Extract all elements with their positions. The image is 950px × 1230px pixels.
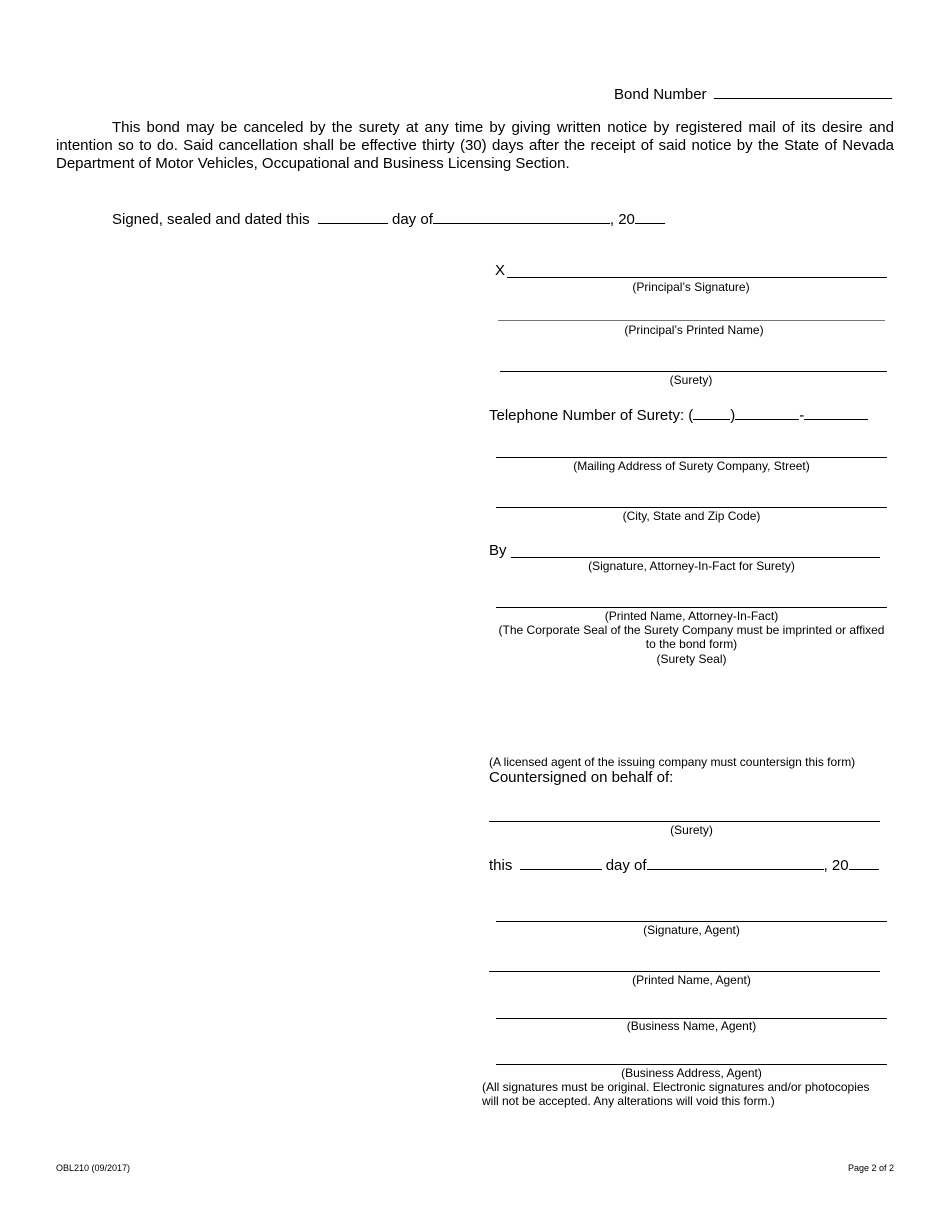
bond-number-field	[614, 84, 892, 104]
telephone-dash: -	[799, 407, 805, 424]
telephone-prefix-blank[interactable]	[735, 405, 799, 420]
countersign-day-of: day of	[605, 857, 647, 874]
agent-business-address-line[interactable]	[496, 1064, 887, 1065]
signed-prefix: Signed, sealed and dated this	[112, 211, 310, 228]
agent-signature-caption: (Signature, Agent)	[643, 923, 740, 937]
attorney-signature-caption: (Signature, Attorney-In-Fact for Surety)	[588, 559, 795, 573]
telephone-area-code-blank[interactable]	[693, 405, 730, 420]
form-id: OBL210 (09/2017)	[56, 1163, 131, 1173]
signed-year-blank[interactable]	[635, 209, 665, 224]
countersign-surety-line[interactable]	[489, 821, 880, 822]
principal-x-mark: X	[495, 262, 506, 279]
telephone-field	[489, 405, 868, 425]
attorney-signature-line[interactable]	[511, 557, 880, 558]
signature-requirements-note-1: (All signatures must be original. Electronic signatures and/or photocopies	[482, 1080, 870, 1094]
countersign-month-blank[interactable]	[647, 855, 824, 870]
mailing-address-line[interactable]	[496, 457, 887, 458]
agent-printed-name-caption: (Printed Name, Agent)	[632, 973, 751, 987]
countersign-note: (A licensed agent of the issuing company must countersign this form)	[489, 755, 856, 769]
mailing-address-caption: (Mailing Address of Surety Company, Street)	[573, 459, 810, 473]
principal-signature-line[interactable]	[507, 277, 887, 278]
principal-printed-name-caption: (Principal’s Printed Name)	[624, 323, 764, 337]
surety-caption: (Surety)	[669, 373, 713, 387]
surety-line[interactable]	[500, 371, 887, 372]
bond-number-label: Bond Number	[614, 86, 707, 103]
telephone-line-blank[interactable]	[804, 405, 868, 420]
agent-business-address-caption: (Business Address, Agent)	[621, 1066, 762, 1080]
principal-printed-name-line[interactable]	[498, 320, 885, 321]
countersign-year-blank[interactable]	[849, 855, 879, 870]
countersign-label: Countersigned on behalf of:	[489, 769, 674, 786]
page-number: Page 2 of 2	[847, 1163, 894, 1173]
signed-day-of: day of	[392, 211, 433, 228]
city-state-zip-line[interactable]	[496, 507, 887, 508]
signed-year-prefix: , 20	[609, 211, 635, 228]
attorney-by-label: By	[489, 542, 507, 559]
countersign-this-label: this	[489, 857, 513, 874]
agent-printed-name-line[interactable]	[489, 971, 880, 972]
countersign-year-prefix: , 20	[823, 857, 849, 874]
signed-day-blank[interactable]	[318, 209, 388, 224]
signature-requirements-note-2: will not be accepted. Any alterations will void this form.)	[482, 1094, 775, 1108]
countersign-date-line	[489, 855, 879, 875]
bond-number-blank[interactable]	[714, 84, 892, 99]
principal-signature-caption: (Principal’s Signature)	[632, 280, 750, 294]
attorney-printed-name-line[interactable]	[496, 607, 887, 608]
cancellation-paragraph: This bond may be canceled by the surety at any time by giving written notice by registered mail of its desire and intention so to do. Said cancellation shall be effective thirty (30) days after the receipt of said notice by the State of Nevada Department of Motor Vehicles, Occupational and Business Licensing Section.	[56, 119, 894, 172]
corporate-seal-note: (The Corporate Seal of the Surety Company must be imprinted or affixed	[498, 623, 885, 637]
attorney-printed-name-caption: (Printed Name, Attorney-In-Fact)	[604, 609, 779, 623]
telephone-close-paren: )	[730, 407, 736, 424]
countersign-surety-caption: (Surety)	[670, 823, 713, 837]
city-state-zip-caption: (City, State and Zip Code)	[622, 509, 761, 523]
countersign-day-blank[interactable]	[520, 855, 602, 870]
surety-seal-caption: (Surety Seal)	[656, 652, 727, 666]
agent-business-name-caption: (Business Name, Agent)	[626, 1019, 757, 1033]
signed-month-blank[interactable]	[433, 209, 610, 224]
telephone-label: Telephone Number of Surety: (	[489, 407, 694, 424]
signed-dated-line	[112, 209, 665, 229]
corporate-seal-note-cont: to the bond form)	[645, 637, 738, 651]
agent-signature-line[interactable]	[496, 921, 887, 922]
